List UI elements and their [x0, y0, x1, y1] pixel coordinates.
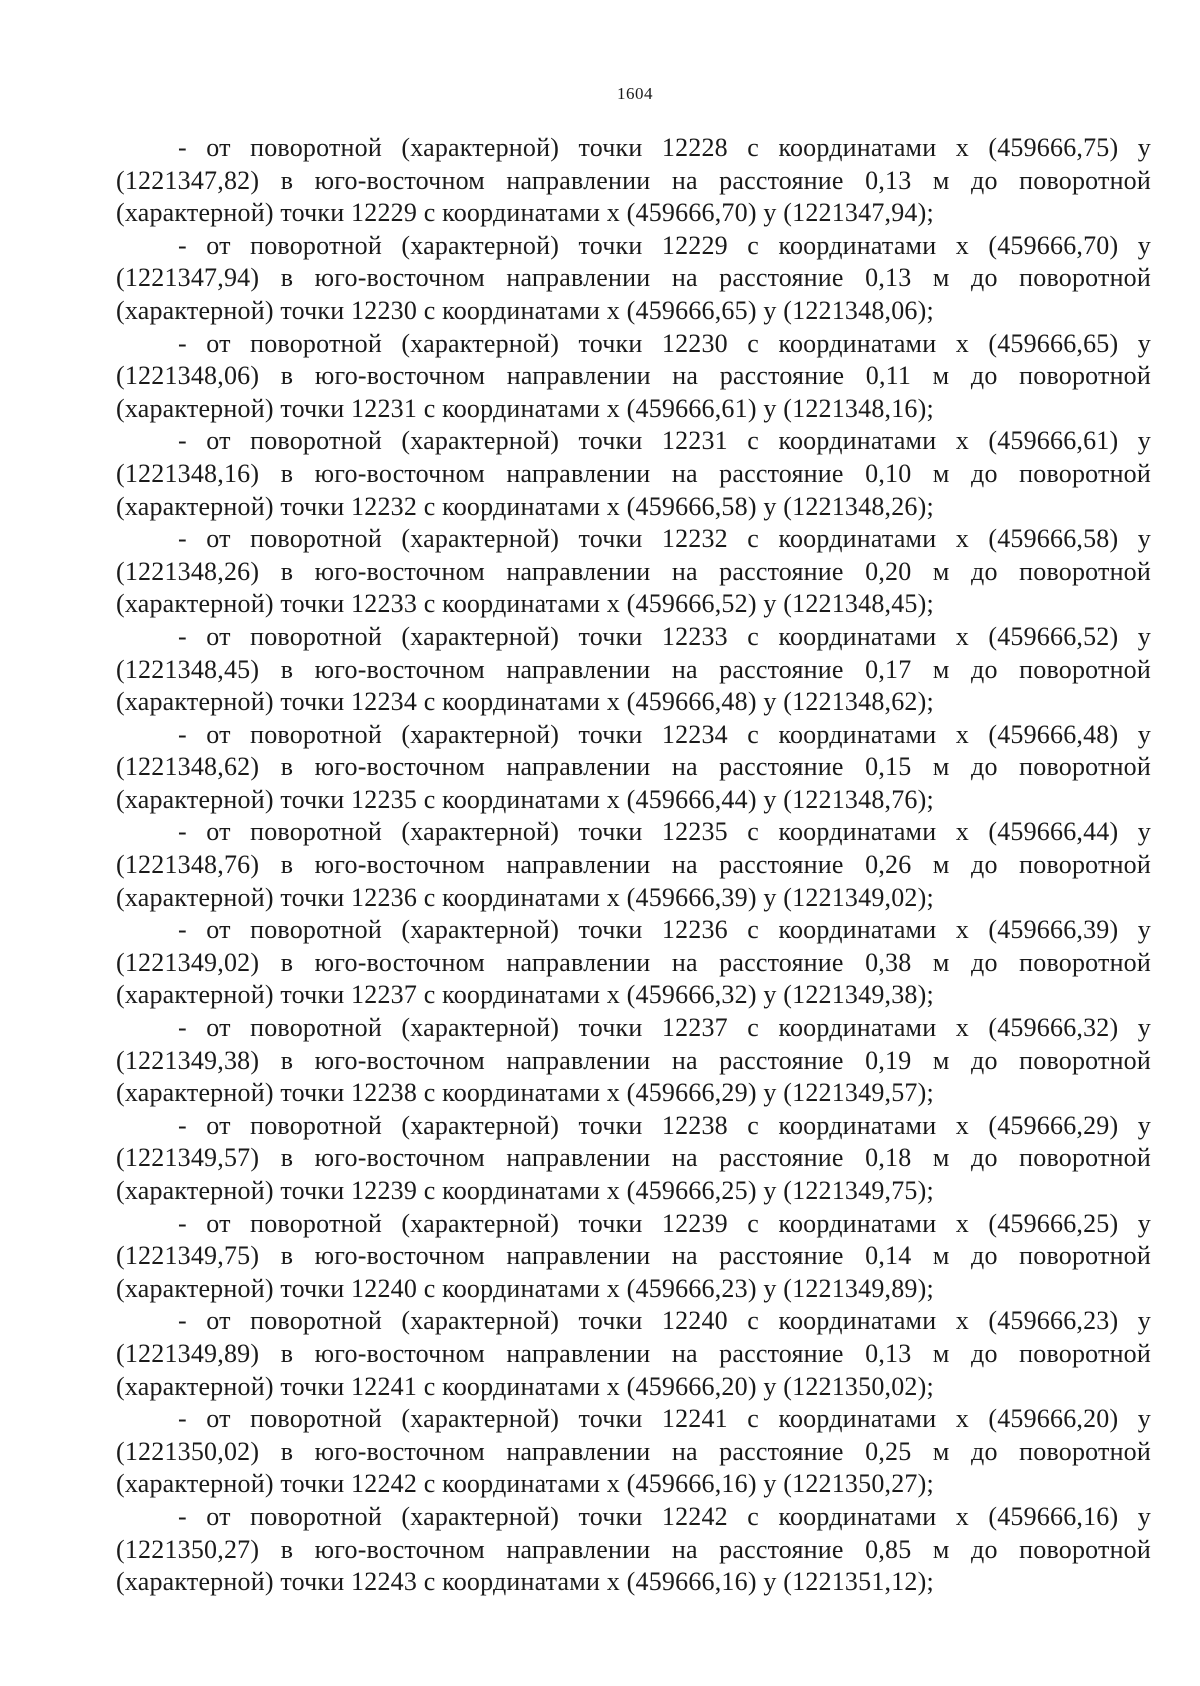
boundary-paragraph: - от поворотной (характерной) точки 12242 с координатами x (459666,16) y (1221350,27) в юго-восточном направлении на расстояние 0,85 м до поворотной (характерной) точки 12243 с координатами x (459666,16) y (1221351,12);	[116, 1501, 1151, 1597]
boundary-paragraph: - от поворотной (характерной) точки 12232 с координатами x (459666,58) y (1221348,26) в юго-восточном направлении на расстояние 0,20 м до поворотной (характерной) точки 12233 с координатами x (459666,52) y (1221348,45);	[116, 524, 1151, 619]
boundary-paragraph: - от поворотной (характерной) точки 12231 с координатами x (459666,61) y (1221348,16) в юго-восточном направлении на расстояние 0,10 м до поворотной (характерной) точки 12232 с координатами x (459666,58) y (1221348,26);	[116, 426, 1151, 521]
boundary-paragraph: - от поворотной (характерной) точки 12237 с координатами x (459666,32) y (1221349,38) в юго-восточном направлении на расстояние 0,19 м до поворотной (характерной) точки 12238 с координатами x (459666,29) y (1221349,57);	[116, 1013, 1151, 1108]
boundary-paragraph: - от поворотной (характерной) точки 12240 с координатами x (459666,23) y (1221349,89) в юго-восточном направлении на расстояние 0,13 м до поворотной (характерной) точки 12241 с координатами x (459666,20) y (1221350,02);	[116, 1306, 1151, 1401]
boundary-paragraph: - от поворотной (характерной) точки 12235 с координатами x (459666,44) y (1221348,76) в юго-восточном направлении на расстояние 0,26 м до поворотной (характерной) точки 12236 с координатами x (459666,39) y (1221349,02);	[116, 817, 1151, 912]
boundary-paragraph: - от поворотной (характерной) точки 12229 с координатами x (459666,70) y (1221347,94) в юго-восточном направлении на расстояние 0,13 м до поворотной (характерной) точки 12230 с координатами x (459666,65) y (1221348,06);	[116, 230, 1151, 325]
document-body	[116, 132, 1151, 1599]
page-number: 1604	[617, 84, 653, 103]
boundary-paragraph: - от поворотной (характерной) точки 12239 с координатами x (459666,25) y (1221349,75) в юго-восточном направлении на расстояние 0,14 м до поворотной (характерной) точки 12240 с координатами x (459666,23) y (1221349,89);	[116, 1208, 1151, 1303]
boundary-paragraph: - от поворотной (характерной) точки 12238 с координатами x (459666,29) y (1221349,57) в юго-восточном направлении на расстояние 0,18 м до поворотной (характерной) точки 12239 с координатами x (459666,25) y (1221349,75);	[116, 1110, 1151, 1205]
boundary-paragraph: - от поворотной (характерной) точки 12236 с координатами x (459666,39) y (1221349,02) в юго-восточном направлении на расстояние 0,38 м до поворотной (характерной) точки 12237 с координатами x (459666,32) y (1221349,38);	[116, 915, 1151, 1010]
boundary-paragraph: - от поворотной (характерной) точки 12233 с координатами x (459666,52) y (1221348,45) в юго-восточном направлении на расстояние 0,17 м до поворотной (характерной) точки 12234 с координатами x (459666,48) y (1221348,62);	[116, 621, 1151, 717]
boundary-paragraph: - от поворотной (характерной) точки 12241 с координатами x (459666,20) y (1221350,02) в юго-восточном направлении на расстояние 0,25 м до поворотной (характерной) точки 12242 с координатами x (459666,16) y (1221350,27);	[116, 1404, 1151, 1499]
boundary-paragraph: - от поворотной (характерной) точки 12234 с координатами x (459666,48) y (1221348,62) в юго-восточном направлении на расстояние 0,15 м до поворотной (характерной) точки 12235 с координатами x (459666,44) y (1221348,76);	[116, 719, 1151, 814]
boundary-paragraph: - от поворотной (характерной) точки 12230 с координатами x (459666,65) y (1221348,06) в юго-восточном направлении на расстояние 0,11 м до поворотной (характерной) точки 12231 с координатами x (459666,61) y (1221348,16);	[116, 328, 1151, 423]
boundary-paragraph: - от поворотной (характерной) точки 12228 с координатами x (459666,75) y (1221347,82) в юго-восточном направлении на расстояние 0,13 м до поворотной (характерной) точки 12229 с координатами x (459666,70) y (1221347,94);	[116, 133, 1151, 228]
